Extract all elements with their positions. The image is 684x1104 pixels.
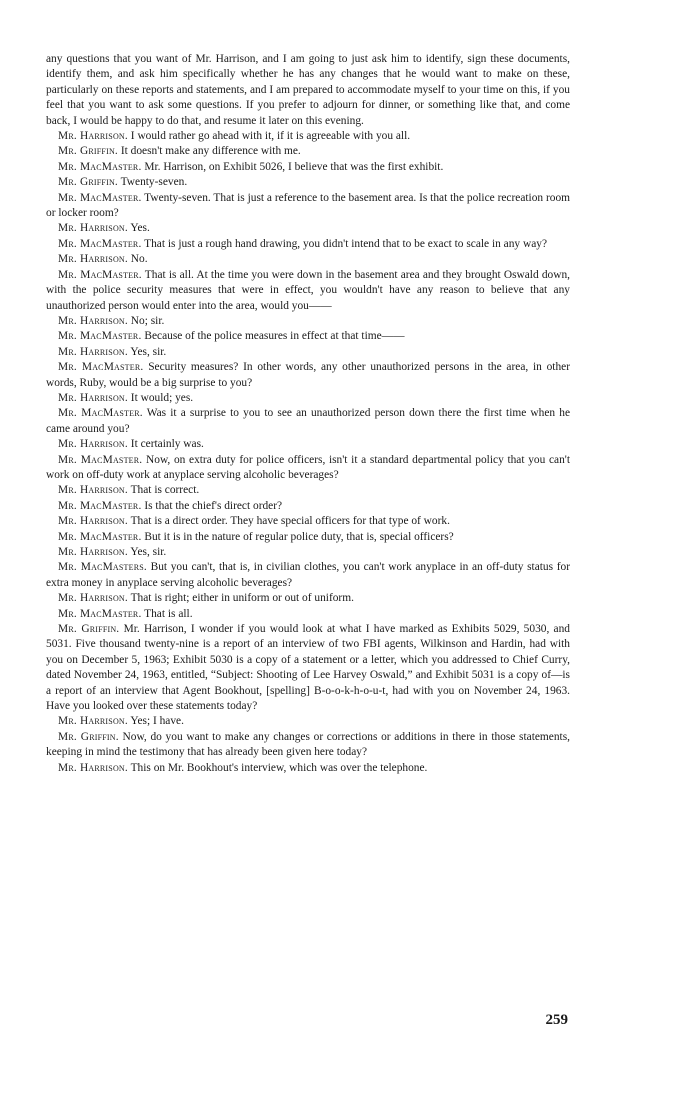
testimony-paragraph	[46, 483, 570, 498]
testimony-text: Twenty-seven. That is just a reference to the basement area. Is that the police recreation room or locker room?	[46, 191, 570, 220]
speaker-name: Mr. Harrison.	[58, 515, 128, 528]
testimony-text: Now, on extra duty for police officers, isn't it a standard departmental policy that you can't work on off-duty work at anyplace serving alcoholic beverages?	[46, 453, 570, 481]
testimony-paragraph	[46, 345, 570, 360]
testimony-paragraph	[46, 129, 570, 144]
testimony-paragraph	[46, 329, 570, 344]
speaker-name: Mr. Griffin.	[58, 176, 118, 189]
testimony-paragraph	[46, 730, 570, 761]
testimony-text: But you can't, that is, in civilian clothes, you can't work anyplace in an off-duty status for extra money in anyplace serving alcoholic beverages?	[46, 561, 570, 589]
speaker-name: Mr. MacMaster.	[58, 330, 142, 343]
testimony-paragraph	[46, 391, 570, 406]
testimony-paragraph	[46, 191, 570, 222]
speaker-name: Mr. Harrison.	[58, 391, 128, 404]
testimony-paragraph	[46, 406, 570, 437]
testimony-text: That is correct.	[127, 484, 200, 497]
page-number: 259	[545, 1012, 568, 1028]
testimony-paragraph	[46, 314, 570, 329]
continuation-paragraph	[46, 52, 570, 129]
testimony-paragraph	[46, 268, 570, 314]
testimony-text: Was it a surprise to you to see an unauthorized person down there the first time when he came around you?	[46, 407, 570, 435]
testimony-paragraph	[46, 252, 570, 267]
speaker-name: Mr. Harrison.	[58, 546, 128, 558]
testimony-paragraph	[46, 545, 570, 560]
testimony-paragraph	[46, 360, 570, 391]
speaker-name: Mr. Harrison.	[58, 761, 128, 774]
testimony-text: It would; yes.	[127, 391, 194, 404]
testimony-text: That is right; either in uniform or out of uniform.	[127, 592, 354, 605]
testimony-paragraph	[46, 144, 570, 159]
testimony-text: Security measures? In other words, any other unauthorized persons in the area, in other words, Ruby, would be a big surprise to you?	[46, 361, 571, 389]
testimony-paragraph	[46, 761, 570, 776]
testimony-text: Yes; I have.	[127, 715, 184, 728]
testimony-text: Mr. Harrison, on Exhibit 5026, I believe that was the first exhibit.	[141, 160, 444, 173]
testimony-text: Now, do you want to make any changes or corrections or additions in there in those statements, keeping in mind the testimony that has already been given here today?	[46, 730, 570, 759]
speaker-name: Mr. Harrison.	[58, 253, 128, 266]
speaker-name: Mr. MacMaster.	[58, 268, 142, 281]
testimony-paragraph	[46, 221, 570, 236]
testimony-paragraph	[46, 514, 570, 529]
speaker-name: Mr. Harrison.	[58, 484, 128, 497]
speaker-name: Mr. MacMaster.	[58, 407, 143, 420]
testimony-paragraph	[46, 591, 570, 606]
testimony-text: It certainly was.	[127, 438, 204, 451]
speaker-name: Mr. MacMaster.	[58, 191, 142, 204]
speaker-name: Mr. MacMaster.	[58, 160, 142, 173]
testimony-text: Yes.	[127, 222, 150, 235]
speaker-name: Mr. MacMaster.	[58, 530, 142, 543]
testimony-text: Yes, sir.	[127, 345, 167, 358]
testimony-text: Twenty-seven.	[117, 176, 188, 189]
testimony-text: Is that the chief's direct order?	[141, 499, 283, 512]
speaker-name: Mr. Harrison.	[58, 715, 128, 728]
speaker-name: Mr. Harrison.	[58, 314, 128, 327]
speaker-name: Mr. Harrison.	[58, 345, 128, 358]
speaker-name: Mr. Harrison.	[58, 130, 128, 143]
transcript-page	[46, 52, 570, 776]
testimony-text: No; sir.	[127, 314, 165, 327]
speaker-name: Mr. MacMaster.	[58, 361, 144, 374]
testimony-paragraph	[46, 622, 570, 714]
speaker-name: Mr. MacMaster.	[58, 607, 142, 620]
testimony-text: It doesn't make any difference with me.	[117, 145, 301, 158]
speaker-name: Mr. MacMasters.	[58, 561, 147, 574]
testimony-text: any questions that you want of Mr. Harrison, and I am going to just ask him to identify, sign these documents, identify them, and ask him specifically whether he has any changes that he would want to make on these, particularly on these reports and statements, and I am prepared to accommodate myself to your time on this, if you feel that you want to ask some questions. If you prefer to adjourn for dinner, or something like that, and come back, I would be happy to do that, and resume it later on this evening.	[46, 53, 570, 127]
testimony-text: Mr. Harrison, I wonder if you would look at what I have marked as Exhibits 5029, 5030, and 5031. Five thousand twenty-nine is a report of an interview of two FBI agents, Wilkinson and Hardin, had with you on December 5, 1963; Exhibit 5030 is a copy of a statement or a letter, which you addressed to Chief Curry, dated November 24, 1963, entitled, “Subject: Shooting of Lee Harvey Oswald,” and Exhibit 5031 is a copy of—is a report of an interview that Agent Bookhout, [spelling] B-o-o-k-h-o-u-t, had with you on November 24, 1963. Have you looked over these statements today?	[46, 623, 570, 713]
testimony-paragraph	[46, 237, 570, 252]
speaker-name: Mr. MacMaster.	[58, 237, 142, 250]
testimony-paragraph	[46, 499, 570, 514]
testimony-paragraph	[46, 160, 570, 175]
testimony-text: That is a direct order. They have special officers for that type of work.	[127, 515, 450, 528]
speaker-name: Mr. MacMaster.	[58, 453, 143, 466]
testimony-text: Yes, sir.	[127, 546, 167, 558]
testimony-paragraph	[46, 175, 570, 190]
speaker-name: Mr. Harrison.	[58, 438, 128, 451]
testimony-text: That is just a rough hand drawing, you didn't intend that to be exact to scale in any way?	[141, 237, 547, 250]
testimony-text: Because of the police measures in effect at that time——	[141, 330, 405, 343]
speaker-name: Mr. MacMaster.	[58, 499, 142, 512]
testimony-paragraph	[46, 453, 570, 484]
testimony-paragraph	[46, 437, 570, 452]
speaker-name: Mr. Harrison.	[58, 592, 128, 605]
testimony-paragraph	[46, 530, 570, 545]
speaker-name: Mr. Griffin.	[58, 730, 119, 743]
testimony-paragraph	[46, 560, 570, 591]
testimony-text: No.	[127, 253, 148, 266]
speaker-name: Mr. Griffin.	[58, 145, 118, 158]
testimony-paragraph	[46, 607, 570, 622]
testimony-paragraph	[46, 714, 570, 729]
speaker-name: Mr. Griffin.	[58, 623, 120, 636]
testimony-text: But it is in the nature of regular police duty, that is, special officers?	[141, 530, 454, 543]
testimony-text: That is all. At the time you were down in the basement area and they brought Oswald down, with the police security measures that were in effect, you wouldn't have any reason to believe that any unauthorized person would enter into the area, would you——	[46, 268, 570, 312]
speaker-name: Mr. Harrison.	[58, 222, 128, 235]
testimony-text: This on Mr. Bookhout's interview, which was over the telephone.	[127, 761, 428, 774]
testimony-text: I would rather go ahead with it, if it is agreeable with you all.	[127, 130, 411, 143]
testimony-text: That is all.	[141, 607, 193, 620]
